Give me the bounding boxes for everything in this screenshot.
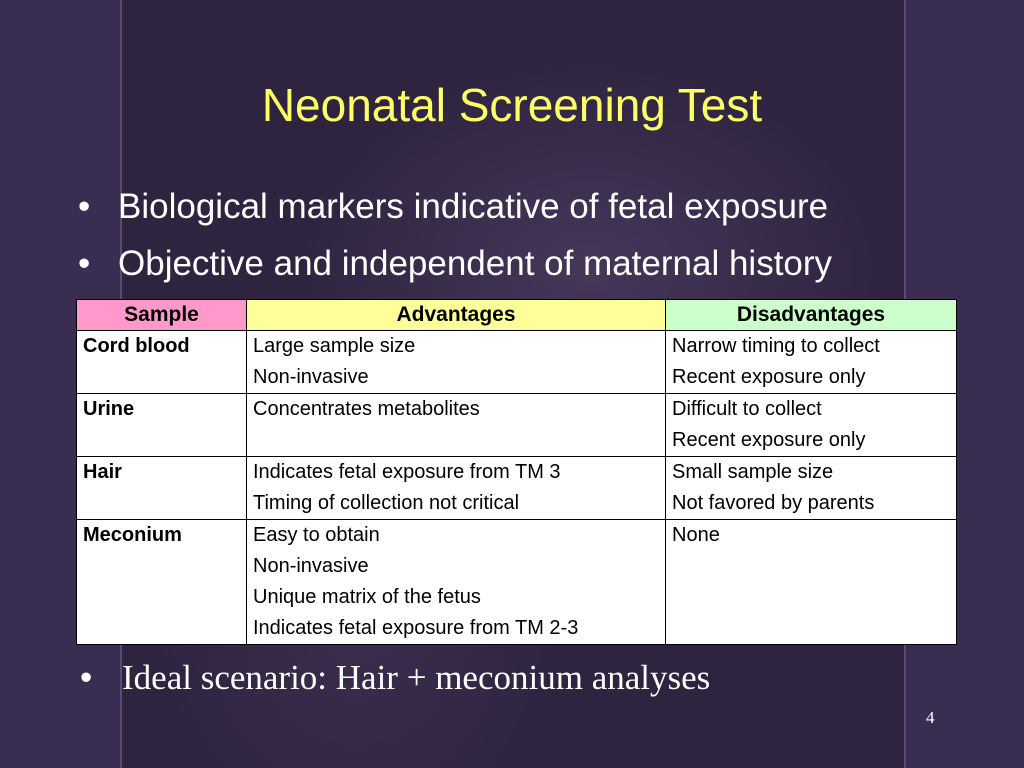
advantages-cell	[247, 394, 666, 457]
bullet-dot-icon: •	[78, 244, 91, 283]
bullet-item	[78, 178, 832, 235]
disadvantages-cell	[666, 394, 957, 457]
advantage-item: Large sample size	[253, 335, 416, 357]
bullet-item	[78, 235, 832, 292]
sample-cell: Cord blood	[77, 331, 247, 394]
table-header-row	[77, 300, 957, 331]
sample-cell: Urine	[77, 394, 247, 457]
disadvantage-item: Difficult to collect	[672, 398, 822, 420]
disadvantage-item: Small sample size	[672, 461, 834, 483]
disadvantage-item: Recent exposure only	[672, 366, 866, 388]
advantage-item: Non-invasive	[253, 366, 369, 388]
table-row	[77, 331, 957, 394]
screening-comparison-table	[76, 299, 957, 645]
sample-cell: Hair	[77, 457, 247, 520]
conclusion-text: Ideal scenario: Hair + meconium analyses	[122, 658, 711, 697]
table-row	[77, 394, 957, 457]
bullet-text: Objective and independent of maternal history	[118, 244, 833, 283]
header-sample: Sample	[77, 300, 247, 331]
advantages-cell	[247, 331, 666, 394]
header-disadvantages: Disadvantages	[666, 300, 957, 331]
page-number: 4	[926, 708, 935, 727]
disadvantages-cell	[666, 520, 957, 645]
sample-cell: Meconium	[77, 520, 247, 645]
disadvantages-cell	[666, 331, 957, 394]
bullet-dot-icon: •	[80, 658, 93, 697]
disadvantage-item: None	[672, 524, 720, 546]
table-row	[77, 457, 957, 520]
advantage-item: Timing of collection not critical	[253, 492, 520, 514]
bullet-list	[78, 178, 832, 292]
advantages-cell	[247, 457, 666, 520]
bullet-text: Biological markers indicative of fetal exposure	[118, 187, 829, 226]
advantage-item: Easy to obtain	[253, 524, 380, 546]
advantage-item: Unique matrix of the fetus	[253, 586, 481, 608]
advantages-cell	[247, 520, 666, 645]
slide-title: Neonatal Screening Test	[261, 79, 763, 131]
table-row	[77, 520, 957, 645]
advantage-item: Concentrates metabolites	[253, 398, 480, 420]
advantage-item: Indicates fetal exposure from TM 2-3	[253, 617, 579, 639]
advantage-item: Non-invasive	[253, 555, 369, 577]
disadvantage-item: Recent exposure only	[672, 429, 866, 451]
advantage-item: Indicates fetal exposure from TM 3	[253, 461, 561, 483]
header-advantages: Advantages	[247, 300, 666, 331]
disadvantage-item: Not favored by parents	[672, 492, 875, 514]
conclusion-bullet	[80, 658, 710, 698]
bullet-dot-icon: •	[78, 187, 91, 226]
disadvantage-item: Narrow timing to collect	[672, 335, 880, 357]
disadvantages-cell	[666, 457, 957, 520]
